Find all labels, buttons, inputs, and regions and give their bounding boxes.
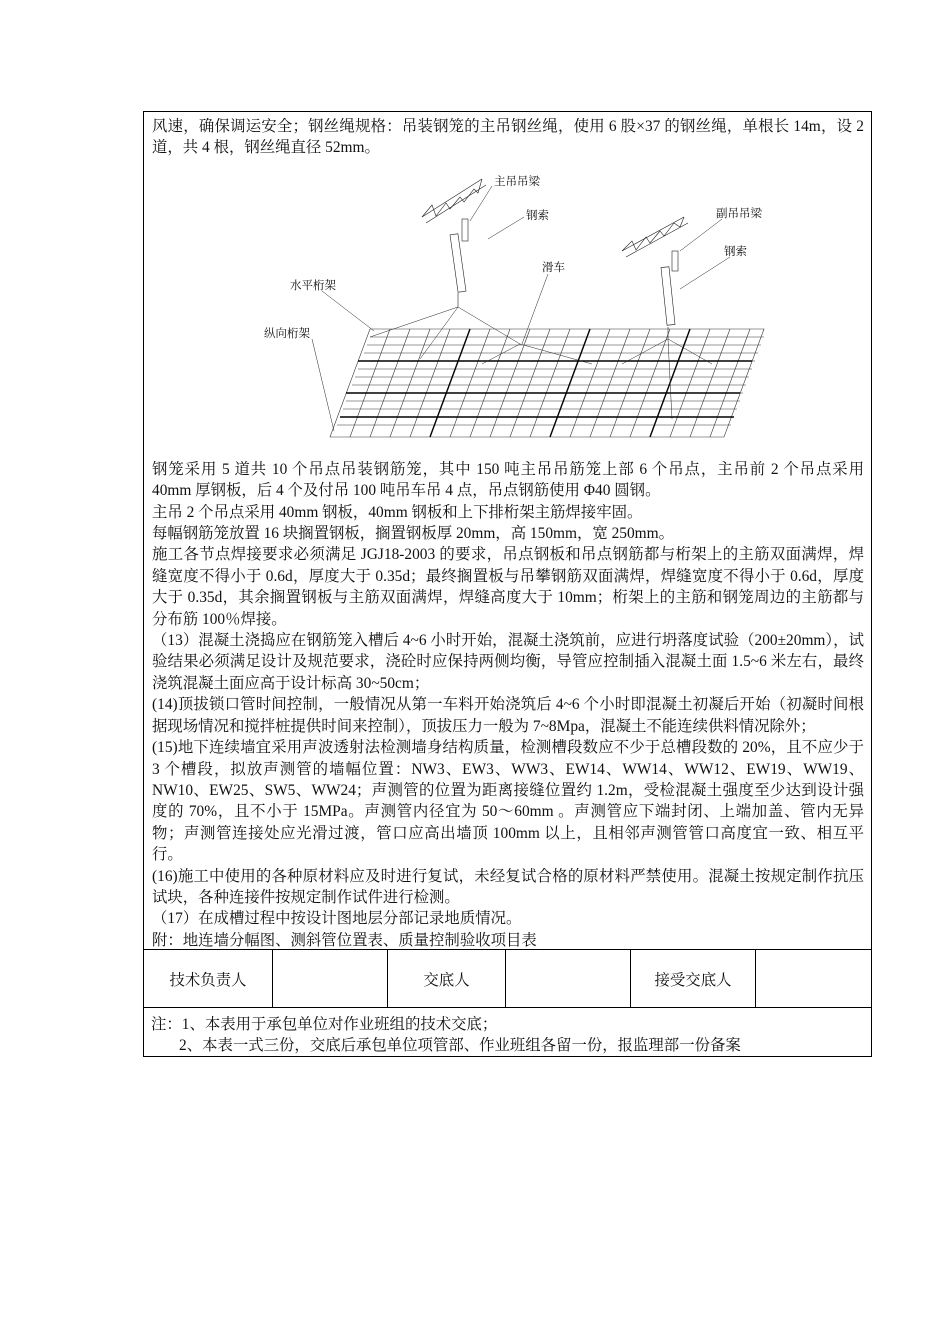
briefer-value[interactable] [506,950,630,1007]
label-cable-1: 钢索 [526,209,549,222]
label-aux-beam: 副吊吊梁 [716,207,762,220]
document-body [152,116,864,951]
tech-lead-value[interactable] [273,950,387,1007]
aux-crane [622,217,688,339]
briefer-label: 交底人 [423,971,470,989]
paragraph-lifting-points: 钢笼采用 5 道共 10 个吊点吊装钢筋笼，其中 150 吨主吊吊筋笼上部 6 个吊点，主吊前 2 个吊点采用 40mm 厚钢板，后 4 个及付吊 100 吨吊车吊 4 点，吊点钢筋使用 Φ40 圆钢。 [152,460,864,500]
lifting-diagram [152,159,864,459]
paragraph-rest-plates: 每幅钢筋笼放置 16 块搁置钢板，搁置钢板厚 20mm，高 150mm，宽 250mm。 [152,525,675,543]
paragraph-welding: 施工各节点焊接要求必须满足 JGJ18-2003 的要求，吊点钢板和吊点钢筋都与桁架上的主筋双面满焊，焊缝宽度不得小于 0.6d，厚度大于 0.35d；最终搁置板与吊攀钢筋双面满焊，焊缝宽度不得小于 0.6d，厚度大于 0.35d，其余搁置钢板与主筋双面满焊，焊缝高度大于 10mm；桁架上的主筋和钢笼周边的主筋都与分布筋 100％焊接。 [152,546,864,628]
label-cable-2: 钢索 [724,245,747,258]
paragraph-wire-rope: 风速，确保调运安全；钢丝绳规格：吊装钢笼的主吊钢丝绳，使用 6 股×37 的钢丝绳，单根长 14m，设 2 道，共 4 根，钢丝绳直径 52mm。 [152,118,864,157]
label-main-beam: 主吊吊梁 [494,175,540,188]
cage-grid-lines [337,329,764,437]
tech-lead-label: 技术负责人 [169,971,247,989]
paragraph-main-lift-plates: 主吊 2 个吊点采用 40mm 钢板，40mm 钢板和上下排桁架主筋焊接牢固。 [152,503,643,521]
paragraph-item-16: (16)施工中使用的各种原材料应及时进行复试，未经复试合格的原材料严禁使用。混凝土按规定制作抗压试块，各种连接件按规定制作试件进行检测。 [152,867,864,906]
main-crane [422,179,486,307]
lifting-cables [370,307,712,419]
paragraph-item-14: (14)顶拔锁口管时间控制，一般情况从第一车料开始浇筑后 4~6 个小时即混凝土初凝后开始（初凝时间根据现场情况和搅拌桩提供时间来控制），顶拔压力一般为 7~8Mpa，混凝土不能连续供料情况除外； [152,696,864,735]
label-leaders [312,186,730,431]
paragraph-attachments: 附：地连墙分幅图、测斜管位置表、质量控制验收项目表 [152,931,537,949]
receiver-value[interactable] [756,950,871,1007]
document-frame [143,111,872,1057]
lifting-diagram-svg [152,159,864,459]
label-longitudinal-truss: 纵向桁架 [264,327,310,340]
paragraph-item-17: （17）在成槽过程中按设计图地层分部记录地质情况。 [152,910,522,928]
note-line-2: 2、本表一式三份，交底后承包单位项管部、作业班组各留一份，报监理部一份备案 [179,1037,741,1055]
signature-row [144,949,871,1008]
note-line-1: 注：1、本表用于承包单位对作业班组的技术交底； [151,1016,498,1033]
receiver-label: 接受交底人 [654,971,732,989]
paragraph-item-15: (15)地下连续墙宜采用声波透射法检测墙身结构质量，检测槽段数应不少于总槽段数的 20%，且不应少于 3 个槽段，拟放声测管的墙幅位置：NW3、EW3、WW3、EW14、WW14、WW12、EW19、WW19、NW10、EW25、SW5、WW24；声测管的位置为距离接缝位置约 1.2m，受检混凝土强度至少达到设计强度的 70%，且不小于 15MPa。声测管内径宜为 50～60mm 。声测管应下端封闭、上端加盖、管内无异物；声测管连接处应光滑过渡，管口应高出墙顶 100mm 以上，且相邻声测管管口高度宜一致、相互平行。 [152,739,864,864]
notes-section [151,1014,863,1057]
paragraph-item-13: （13）混凝土浇捣应在钢筋笼入槽后 4~6 小时开始，混凝土浇筑前，应进行坍落度试验（200±20mm），试验结果必须满足设计及规范要求，浇砼时应保持两侧均衡，导管应控制插入混凝土面 1.5~6 米左右，最终浇筑混凝土面应高于设计标高 30~50cm； [152,632,864,692]
label-pulley: 滑车 [542,261,565,274]
label-horizontal-truss: 水平桁架 [290,279,336,292]
